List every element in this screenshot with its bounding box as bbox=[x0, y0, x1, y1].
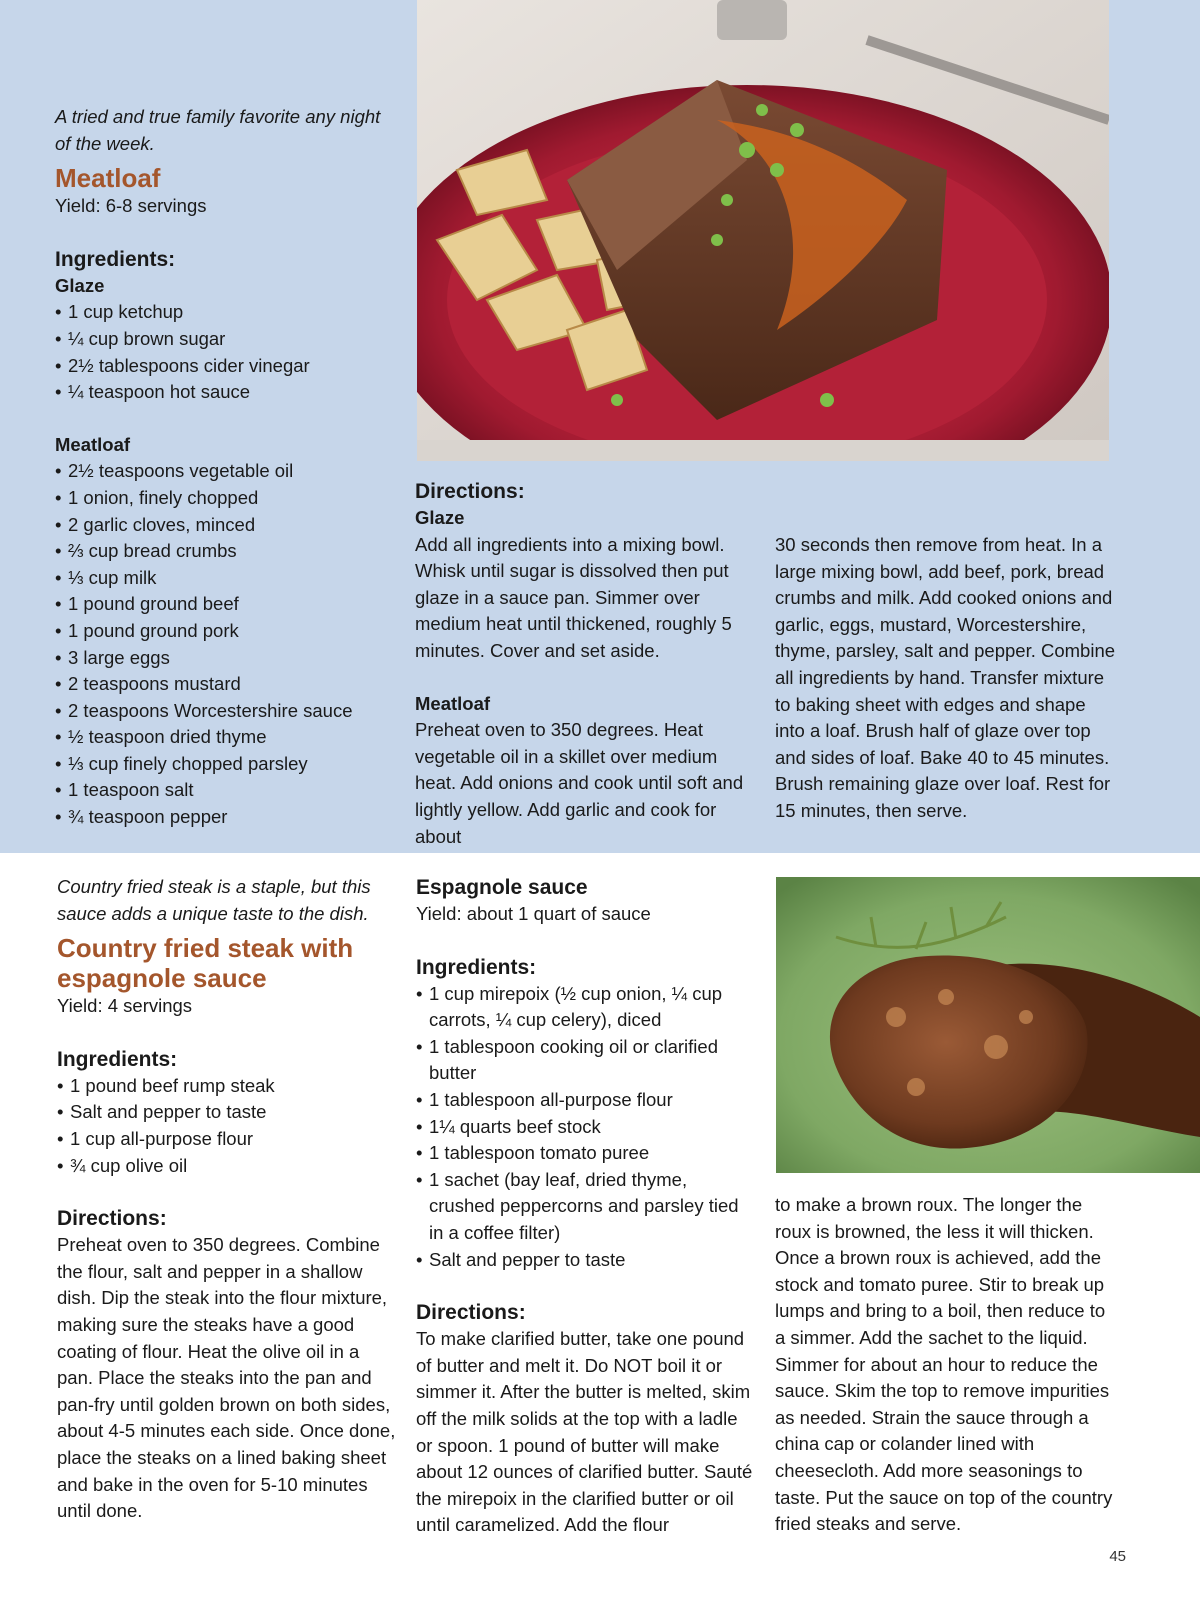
list-item: • 1 pound ground beef bbox=[55, 591, 395, 618]
list-item: • 1 cup ketchup bbox=[55, 299, 395, 326]
list-item: • ¼ cup brown sugar bbox=[55, 326, 395, 353]
list-item: • Salt and pepper to taste bbox=[416, 1247, 756, 1274]
meatloaf-ingredients-heading: Ingredients: bbox=[55, 247, 176, 271]
meatloaf-ingredient-list bbox=[55, 458, 395, 830]
list-item: • 1¼ quarts beef stock bbox=[416, 1114, 756, 1141]
meatloaf-subheading: Meatloaf bbox=[55, 433, 131, 455]
list-item: • 3 large eggs bbox=[55, 645, 395, 672]
steak-yield: Yield: 4 servings bbox=[57, 995, 193, 1017]
steak-title: Country fried steak with espagnole sauce bbox=[57, 933, 354, 994]
espagnole-column-2 bbox=[775, 1192, 1120, 1538]
steak-intro: Country fried steak is a staple, but this sauce adds a unique taste to the dish. bbox=[57, 876, 371, 924]
list-item: • 1 tablespoon cooking oil or clarified butter bbox=[416, 1034, 756, 1087]
espagnole-ingredient-list bbox=[416, 981, 756, 1274]
list-item: • 1 pound beef rump steak bbox=[57, 1073, 397, 1100]
list-item: • Salt and pepper to taste bbox=[57, 1099, 397, 1126]
list-item: • 1 cup mirepoix (½ cup onion, ¼ cup carrots, ¼ cup celery), diced bbox=[416, 981, 756, 1034]
list-item: • ⅔ cup bread crumbs bbox=[55, 538, 395, 565]
list-item: • 1 teaspoon salt bbox=[55, 777, 395, 804]
list-item: • 1 pound ground pork bbox=[55, 618, 395, 645]
directions-glaze-subheading: Glaze bbox=[415, 507, 465, 528]
list-item: • 2 garlic cloves, minced bbox=[55, 512, 395, 539]
steak-photo bbox=[776, 877, 1200, 1173]
list-item: • 2 teaspoons Worcestershire sauce bbox=[55, 698, 395, 725]
espagnole-directions-heading: Directions: bbox=[416, 1301, 526, 1325]
steak-directions-heading: Directions: bbox=[57, 1207, 167, 1231]
espagnole-directions-text-b: to make a brown roux. The longer the roux is browned, the less it will thicken. Once a brown roux is achieved, add the stock and tomato puree. Stir to break up lumps and bring to a boil, then reduce to a simmer. Add the sachet to the liquid. Simmer for about an hour to reduce the sauce. Skim the top to remove impurities as needed. Strain the sauce through a china cap or colander lined with cheesecloth. Add more seasonings to taste. Put the sauce on top of the country fried steaks and serve. bbox=[775, 1194, 1113, 1535]
list-item: • 1 sachet (bay leaf, dried thyme, crushed peppercorns and parsley tied in a coffee filter) bbox=[416, 1167, 756, 1247]
meatloaf-title: Meatloaf bbox=[55, 163, 161, 194]
list-item: • ⅓ cup milk bbox=[55, 565, 395, 592]
page-number: 45 bbox=[1109, 1548, 1126, 1565]
meatloaf-left-column bbox=[55, 104, 395, 831]
meatloaf-directions-heading: Directions: bbox=[415, 480, 525, 503]
glaze-subheading: Glaze bbox=[55, 274, 105, 296]
meatloaf-intro: A tried and true family favorite any night of the week. bbox=[55, 106, 381, 154]
steak-directions-text: Preheat oven to 350 degrees. Combine the flour, salt and pepper in a shallow dish. Dip the steak into the flour mixture, making sure the steaks have a good coating of flour. Heat the olive oil in a pan. Place the steaks into the pan and pan-fry until golden brown on both sides, about 4-5 minutes each side. Once done, place the steaks on a lined baking sheet and bake in the oven for 5-10 minutes until done. bbox=[57, 1234, 396, 1522]
list-item: • 2½ teaspoons vegetable oil bbox=[55, 458, 395, 485]
list-item: • ¼ teaspoon hot sauce bbox=[55, 379, 395, 406]
glaze-ingredient-list bbox=[55, 299, 395, 405]
directions-meatloaf-subheading: Meatloaf bbox=[415, 692, 491, 714]
meatloaf-directions-column-1 bbox=[415, 478, 755, 850]
list-item: • 1 cup all-purpose flour bbox=[57, 1126, 397, 1153]
meatloaf-photo bbox=[417, 0, 1109, 461]
directions-meatloaf-text-b: 30 seconds then remove from heat. In a large mixing bowl, add beef, pork, bread crumbs and milk. Add cooked onions and garlic, eggs, mustard, Worcestershire, thyme, parsley, salt and pepper. Combine all ingredients by hand. Transfer mixture to baking sheet with edges and shape into a loaf. Brush half of glaze over top and sides of loaf. Bake 40 to 45 minutes. Brush remaining glaze over loaf. Rest for 15 minutes, then serve. bbox=[775, 534, 1116, 821]
directions-glaze-text: Add all ingredients into a mixing bowl. Whisk until sugar is dissolved then put glaze in a sauce pan. Simmer over medium heat until thickened, roughly 5 minutes. Cover and set aside. bbox=[415, 533, 732, 661]
list-item: • ½ teaspoon dried thyme bbox=[55, 724, 395, 751]
steak-ingredients-heading: Ingredients: bbox=[57, 1047, 178, 1071]
steak-plate-illustration bbox=[776, 877, 1200, 1173]
meatloaf-yield: Yield: 6-8 servings bbox=[55, 195, 207, 217]
list-item: • ⅓ cup finely chopped parsley bbox=[55, 751, 395, 778]
steak-left-column bbox=[57, 874, 397, 1525]
list-item: • ¾ cup olive oil bbox=[57, 1153, 397, 1180]
list-item: • 1 onion, finely chopped bbox=[55, 485, 395, 512]
espagnole-yield: Yield: about 1 quart of sauce bbox=[416, 903, 651, 924]
espagnole-ingredients-heading: Ingredients: bbox=[416, 955, 537, 979]
espagnole-title: Espagnole sauce bbox=[416, 876, 588, 899]
list-item: • 2½ tablespoons cider vinegar bbox=[55, 353, 395, 380]
meatloaf-directions-column-2 bbox=[775, 532, 1120, 825]
list-item: • ¾ teaspoon pepper bbox=[55, 804, 395, 831]
directions-meatloaf-text-a: Preheat oven to 350 degrees. Heat vegetable oil in a skillet over medium heat. Add onions and cook until soft and lightly yellow. Add garlic and cook for about bbox=[415, 719, 744, 847]
meatloaf-plate-illustration bbox=[417, 0, 1109, 461]
list-item: • 1 tablespoon tomato puree bbox=[416, 1140, 756, 1167]
list-item: • 2 teaspoons mustard bbox=[55, 671, 395, 698]
steak-ingredient-list bbox=[57, 1073, 397, 1179]
espagnole-column-1 bbox=[416, 874, 756, 1539]
espagnole-directions-text-a: To make clarified butter, take one pound of butter and melt it. Do NOT boil it or simmer it. After the butter is melted, skim off the milk solids at the top with a ladle or spoon. 1 pound of butter will make about 12 ounces of clarified butter. Sauté the mirepoix in the clarified butter or oil until caramelized. Add the flour bbox=[416, 1328, 753, 1536]
list-item: • 1 tablespoon all-purpose flour bbox=[416, 1087, 756, 1114]
